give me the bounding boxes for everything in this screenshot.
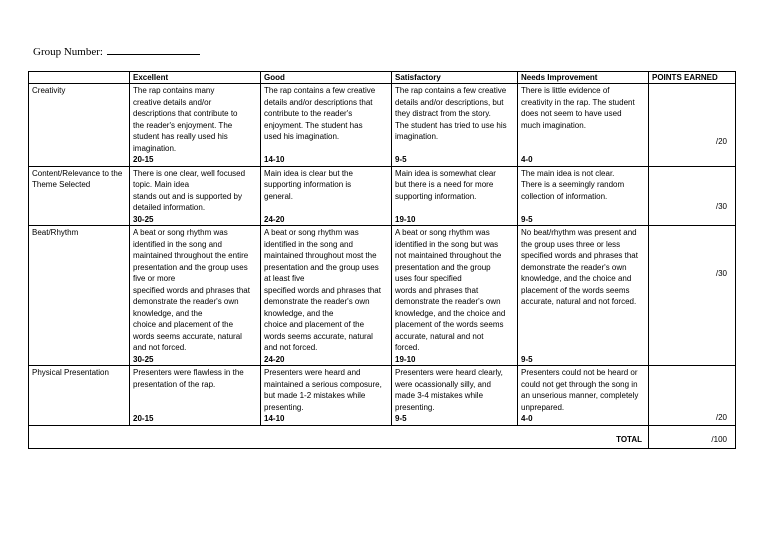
score-range: 4-0 bbox=[521, 414, 533, 423]
cell-text: Presenters could not be heard or could not get through the song in an unserious manner, completely unprepared. bbox=[521, 368, 639, 412]
cell-satisfactory bbox=[392, 226, 518, 366]
cell-text: Main idea is clear but the supporting information is general. bbox=[264, 168, 353, 201]
cell-excellent bbox=[130, 226, 261, 366]
criterion-physical-presentation: Physical Presentation bbox=[29, 366, 130, 426]
cell-text: Presenters were heard and maintained a serious composure, but made 1-2 mistakes while presenting. bbox=[264, 368, 382, 412]
score-range: 30-25 bbox=[133, 354, 154, 364]
criterion-beat-rhythm: Beat/Rhythm bbox=[29, 226, 130, 366]
cell-needs-improvement bbox=[518, 226, 649, 366]
criterion-content: Content/Relevance to the Theme Selected bbox=[29, 166, 130, 226]
score-range: 9-5 bbox=[521, 214, 533, 224]
cell-good bbox=[261, 166, 392, 226]
criterion-creativity: Creativity bbox=[29, 84, 130, 167]
group-number-blank[interactable] bbox=[107, 44, 200, 55]
header-satisfactory: Satisfactory bbox=[392, 72, 518, 84]
header-needs-improvement: Needs Improvement bbox=[518, 72, 649, 84]
cell-text: A beat or song rhythm was identified in the song and maintained throughout most the presentation and the group uses at least five specified words and phrases that demonstrate the reader's own knowledge, and the choice and placement of the words seems accurate, natural and not forced. bbox=[264, 228, 381, 352]
cell-text: There is little evidence of creativity in the rap. The student does not seem to have used much imagination. bbox=[521, 86, 635, 130]
total-label-cell bbox=[29, 425, 649, 448]
cell-good bbox=[261, 366, 392, 426]
cell-text: A beat or song rhythm was identified in the song and maintained throughout the entire presentation and the group uses five or more specified words and phrases that demonstrate the reader's own knowledge, and the choice and placement of the words seems accurate, natural and not forced. bbox=[133, 228, 250, 352]
cell-excellent bbox=[130, 84, 261, 167]
points-cell[interactable] bbox=[649, 226, 736, 366]
points-cell[interactable] bbox=[649, 366, 736, 426]
score-range: 24-20 bbox=[264, 214, 285, 224]
score-range: 14-10 bbox=[264, 155, 285, 164]
points-max: /30 bbox=[715, 269, 727, 278]
score-range: 9-5 bbox=[521, 354, 533, 364]
cell-text: Presenters were heard clearly, were ocassionally silly, and made 3-4 mistakes while presenting. bbox=[395, 368, 503, 412]
score-range: 9-5 bbox=[395, 155, 407, 164]
points-cell[interactable] bbox=[649, 166, 736, 226]
cell-good bbox=[261, 84, 392, 167]
score-range: 24-20 bbox=[264, 354, 285, 364]
cell-text: The rap contains a few creative details and/or descriptions that contribute to the reader's enjoyment. The student has used his imagination. bbox=[264, 86, 376, 141]
score-range: 20-15 bbox=[133, 414, 154, 423]
header-row bbox=[29, 72, 736, 84]
cell-satisfactory bbox=[392, 84, 518, 167]
cell-text: No beat/rhythm was present and the group uses three or less specified words and phrases that demonstrate the reader's own knowledge, and the choice and placement of the words seems accurate, natural and not forced. bbox=[521, 228, 638, 306]
cell-needs-improvement bbox=[518, 366, 649, 426]
score-range: 9-5 bbox=[395, 414, 407, 423]
cell-text: A beat or song rhythm was identified in the song but was not maintained throughout the presentation and the group uses four specified words and phrases that demonstrate the reader's own knowledge, and the choice and placement of the words seems accurate, natural and not forced. bbox=[395, 228, 506, 352]
table-row bbox=[29, 366, 736, 426]
cell-satisfactory bbox=[392, 366, 518, 426]
cell-text: The main idea is not clear. There is a seemingly random collection of information. bbox=[521, 168, 625, 201]
header-good: Good bbox=[261, 72, 392, 84]
header-blank bbox=[29, 72, 130, 84]
rubric-table bbox=[28, 71, 736, 449]
total-points-cell[interactable] bbox=[649, 425, 736, 448]
points-max: /30 bbox=[715, 201, 727, 211]
total-label: TOTAL bbox=[616, 435, 642, 444]
score-range: 20-15 bbox=[133, 155, 154, 164]
cell-good bbox=[261, 226, 392, 366]
cell-text: The rap contains many creative details and/or descriptions that contribute to the reader's enjoyment. The student has really used his imagination. bbox=[133, 86, 238, 153]
cell-text: There is one clear, well focused topic. Main idea stands out and is supported by detailed information. bbox=[133, 168, 246, 212]
group-number-label: Group Number: bbox=[33, 46, 103, 58]
cell-text: The rap contains a few creative details and/or descriptions, but they distract from the story. The student has tried to use his imagination. bbox=[395, 86, 507, 141]
score-range: 14-10 bbox=[264, 414, 285, 423]
header-excellent: Excellent bbox=[130, 72, 261, 84]
cell-text: Presenters were flawless in the presentation of the rap. bbox=[133, 368, 244, 389]
cell-needs-improvement bbox=[518, 84, 649, 167]
score-range: 4-0 bbox=[521, 155, 533, 164]
score-range: 19-10 bbox=[395, 354, 416, 364]
group-number-line bbox=[33, 44, 200, 58]
score-range: 19-10 bbox=[395, 214, 416, 224]
total-row bbox=[29, 425, 736, 448]
total-points: /100 bbox=[711, 435, 727, 444]
table-row bbox=[29, 226, 736, 366]
cell-needs-improvement bbox=[518, 166, 649, 226]
score-range: 30-25 bbox=[133, 214, 154, 224]
points-max: /20 bbox=[715, 413, 727, 422]
cell-satisfactory bbox=[392, 166, 518, 226]
cell-text: Main idea is somewhat clear but there is a need for more supporting information. bbox=[395, 168, 496, 201]
points-cell[interactable] bbox=[649, 84, 736, 167]
cell-excellent bbox=[130, 366, 261, 426]
table-row bbox=[29, 84, 736, 167]
points-max: /20 bbox=[715, 137, 727, 146]
header-points-earned: POINTS EARNED bbox=[649, 72, 736, 84]
table-row bbox=[29, 166, 736, 226]
cell-excellent bbox=[130, 166, 261, 226]
